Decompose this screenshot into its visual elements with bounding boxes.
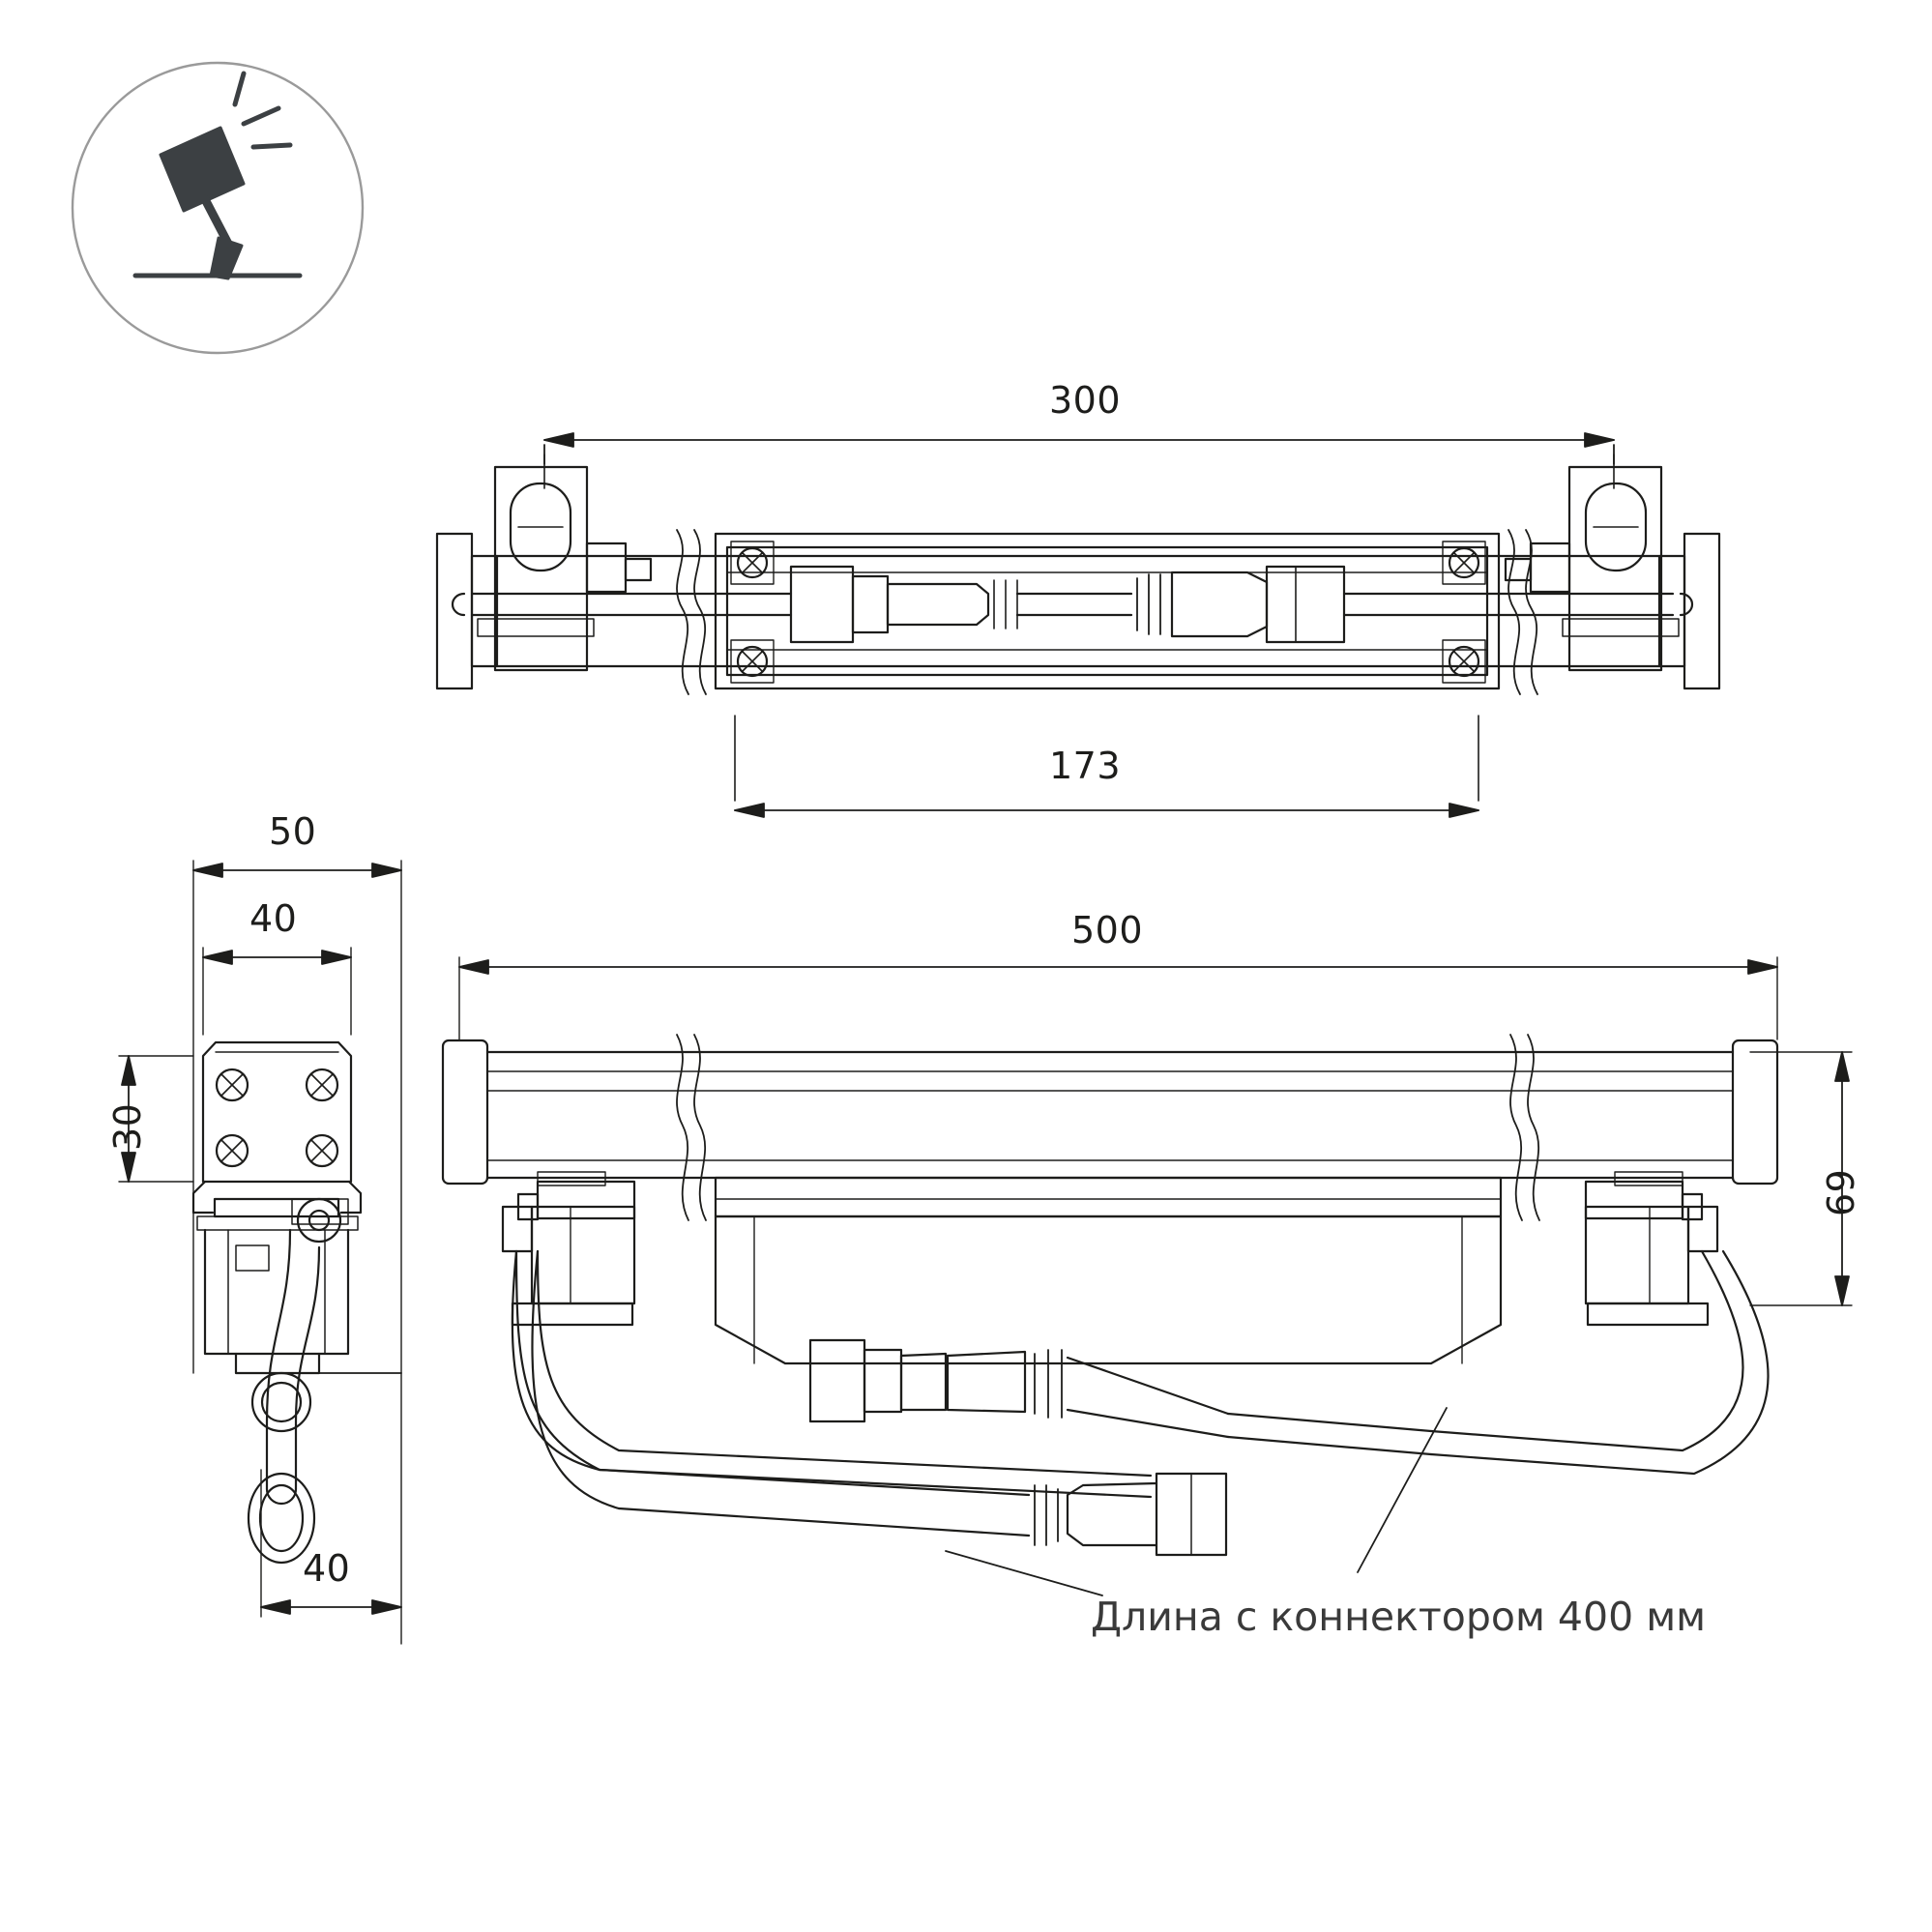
screw-heads-top-view: [731, 542, 1485, 683]
dimension-label-40-lower: 40: [303, 1547, 351, 1590]
leader-lines-note: [946, 1408, 1447, 1595]
dimension-label-173: 173: [1049, 745, 1122, 787]
cable-loop-side-view: [249, 1230, 319, 1563]
dimension-label-300: 300: [1049, 379, 1122, 422]
dimension-label-500: 500: [1071, 909, 1144, 951]
dimension-40-lower: [261, 1470, 401, 1617]
mounting-bracket-front-left: [503, 1172, 634, 1325]
dimension-label-40-upper: 40: [249, 897, 298, 940]
break-line-front-right: [1510, 1035, 1539, 1220]
mounting-bracket-right: [1506, 467, 1679, 670]
dimension-50: [193, 861, 401, 1644]
mounting-bracket-front-right: [1586, 1172, 1717, 1325]
front-view-assembly: [443, 957, 1852, 1595]
dimension-label-30: 30: [106, 1102, 149, 1151]
cable-length-note: Длина с коннектором 400 мм: [1091, 1594, 1707, 1640]
break-line-top-left: [677, 530, 706, 694]
dimension-label-69: 69: [1820, 1168, 1862, 1216]
break-line-top-right: [1508, 530, 1537, 694]
side-view-assembly: [119, 861, 401, 1644]
dimension-40-upper: [203, 948, 351, 1035]
dimension-500: [459, 957, 1777, 1039]
ground-spike-floodlight-icon: [73, 63, 363, 353]
dimension-300: [544, 433, 1614, 488]
cable-front-view: [512, 1251, 1769, 1555]
mounting-bracket-left: [478, 467, 651, 670]
break-line-front-left: [677, 1035, 706, 1220]
screw-heads-side-view: [217, 1069, 337, 1166]
dimension-label-50: 50: [269, 810, 317, 853]
